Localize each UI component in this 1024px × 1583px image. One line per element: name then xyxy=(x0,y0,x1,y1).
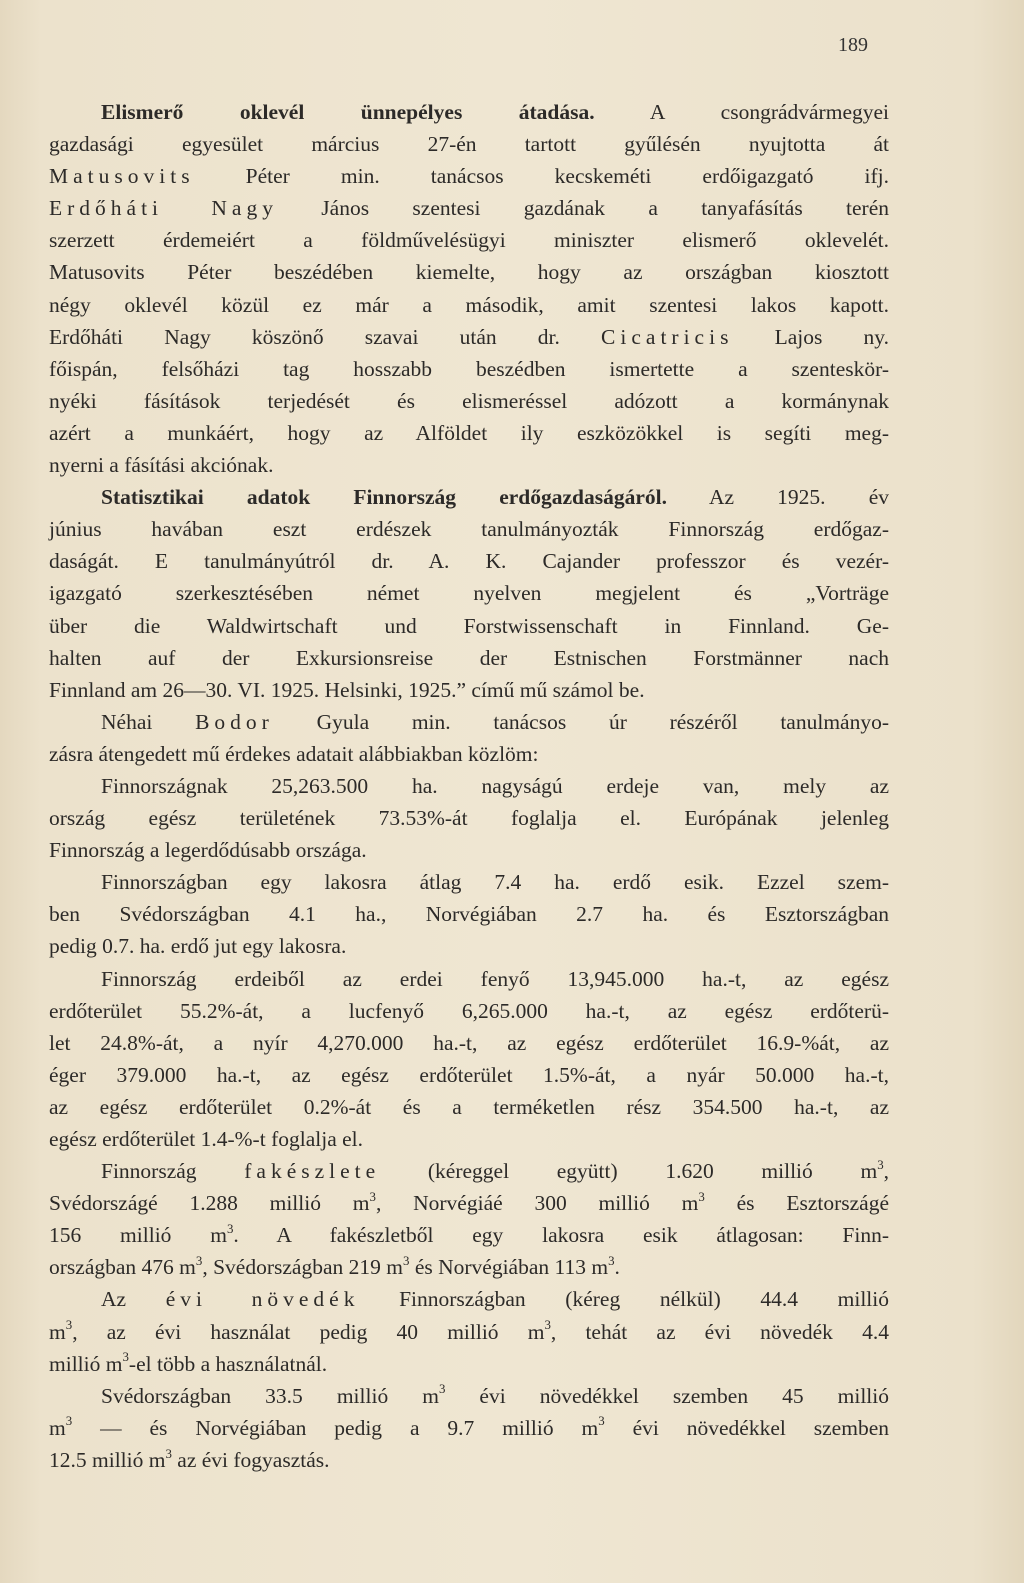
paragraph-6-line-6: egész erdőterület 1.4-%-t foglalja el. xyxy=(49,1127,363,1151)
paragraph-6-line-1: Finnország erdeiből az erdei fenyő 13,945.000 ha.-t, az egész xyxy=(101,966,889,991)
spaced-name-bodor: Bodor xyxy=(195,709,274,734)
paragraph-5-line-1: Finnországban egy lakosra átlag 7.4 ha. erdő esik. Ezzel szem- xyxy=(101,870,889,895)
paragraph-7-line-2: Svédországé 1.288 millió $m^3$, Norvégiáé 300 millió $m^3$ és Esztországé xyxy=(49,1189,889,1216)
paragraph-1-line-4: Erdőháti Nagy János szentesi gazdának a tanyafásítás terén xyxy=(49,196,889,221)
spaced-name-cicatricis: Cicatricis xyxy=(601,324,734,349)
paragraph-2-line-1: Statisztikai adatok Finnország erdőgazdaságáról. Az 1925. év xyxy=(101,485,889,510)
paragraph-1-line-7: négy oklevél közül ez már a második, amit szentesi lakos kapott. xyxy=(49,292,889,317)
paragraph-9-line-2: $m^3$ — és Norvégiában pedig a 9.7 millió $m^3$ évi növedékkel szemben xyxy=(49,1414,889,1440)
spaced-word-fakeszlete: fakészlete xyxy=(244,1159,381,1184)
paragraph-9-line-1: Svédországban 33.5 millió $m^3$ évi növedékkel szemben 45 millió xyxy=(101,1382,889,1408)
paragraph-3-line-1: Néhai Bodor Gyula min. tanácsos úr részéről tanulmányo- xyxy=(101,709,890,734)
paragraph-9-line-3: 12.5 millió $m^3$ az évi fogyasztás. xyxy=(49,1446,330,1472)
paragraph-2-line-7: Finnland am 26—30. VI. 1925. Helsinki, 1925.” című mű számol be. xyxy=(49,677,645,702)
paragraph-1-line-8: Erdőháti Nagy köszönő szavai után dr. Cicatricis Lajos ny. xyxy=(49,324,889,349)
spaced-name-matusovits: Matusovits xyxy=(49,164,195,189)
paragraph-6-line-2: erdőterület 55.2%-át, a lucfenyő 6,265.000 ha.-t, az egész erdőterü- xyxy=(49,998,889,1023)
paragraph-1-line-11: azért a munkáért, hogy az Alföldet ily eszközökkel is segíti meg- xyxy=(49,420,889,445)
paragraph-4-line-3: Finnország a legerdődúsabb országa. xyxy=(49,838,367,863)
paragraph-1-line-12: nyerni a fásítási akciónak. xyxy=(49,453,274,478)
paragraph-1-line-5: szerzett érdemeiért a földművelésügyi miniszter elismerő oklevelét. xyxy=(49,228,889,253)
paragraph-2-line-2: június havában eszt erdészek tanulmányozták Finnország erdőgaz- xyxy=(49,517,889,542)
paragraph-2-line-5: über die Waldwirtschaft und Forstwissenschaft in Finnland. Ge- xyxy=(49,613,889,638)
paragraph-1-line-9: főispán, felsőházi tag hosszabb beszédben ismertette a szenteskör- xyxy=(49,356,889,381)
heading-statisztikai: Statisztikai adatok Finnország erdőgazdaságáról. xyxy=(101,485,667,510)
paragraph-7-line-1: Finnország fakészlete (kéreggel együtt) 1.620 millió $m^3$, xyxy=(101,1157,890,1184)
spaced-name-erdohati-nagy: Erdőháti Nagy xyxy=(49,196,278,221)
page-number: 189 xyxy=(838,34,868,56)
paragraph-6-line-4: éger 379.000 ha.-t, az egész erdőterület 1.5%-át, a nyár 50.000 ha.-t, xyxy=(49,1062,889,1087)
paragraph-1-line-2: gazdasági egyesület március 27-én tartott gyűlésén nyujtotta át xyxy=(49,132,889,157)
paragraph-6-line-3: let 24.8%-át, a nyír 4,270.000 ha.-t, az egész erdőterület 16.9-%át, az xyxy=(49,1030,889,1055)
paragraph-5-line-2: ben Svédországban 4.1 ha., Norvégiában 2.7 ha. és Esztországban xyxy=(49,902,889,927)
paragraph-1-line-6: Matusovits Péter beszédében kiemelte, hogy az országban kiosztott xyxy=(49,260,889,285)
paragraph-2-line-4: igazgató szerkesztésében német nyelven megjelent és „Vorträge xyxy=(49,581,889,606)
spaced-word-evi-novedek: évi növedék xyxy=(165,1287,360,1312)
paragraph-1-line-10: nyéki fásítások terjedését és elismeréssel adózott a kormánynak xyxy=(49,388,889,413)
paragraph-4-line-1: Finnországnak 25,263.500 ha. nagyságú erdeje van, mely az xyxy=(101,773,889,798)
paragraph-3-line-2: zásra átengedett mű érdekes adatait alábbiakban közlöm: xyxy=(49,741,539,766)
paragraph-6-line-5: az egész erdőterület 0.2%-át és a terméketlen rész 354.500 ha.-t, az xyxy=(49,1094,889,1119)
paragraph-7-line-4: országban 476 $m^3$, Svédországban 219 $m^3$ és Norvégiában 113 $m^3$. xyxy=(49,1253,620,1280)
paragraph-5-line-3: pedig 0.7. ha. erdő jut egy lakosra. xyxy=(49,934,347,959)
paragraph-7-line-3: 156 millió $m^3$. A fakészletből egy lakosra esik átlagosan: Finn- xyxy=(49,1221,889,1248)
paragraph-1-line-1: Elismerő oklevél ünnepélyes átadása. A csongrádvármegyei xyxy=(101,100,889,124)
paragraph-2-line-6: halten auf der Exkursionsreise der Estnischen Forstmänner nach xyxy=(49,645,889,670)
paragraph-8-line-2: $m^3$, az évi használat pedig 40 millió $m^3$, tehát az évi növedék 4.4 xyxy=(49,1318,889,1344)
page-body xyxy=(49,96,889,1476)
paragraph-4-line-2: ország egész területének 73.53%-át foglalja el. Európának jelenleg xyxy=(49,806,889,831)
paragraph-8-line-1: Az évi növedék Finnországban (kéreg nélkül) 44.4 millió xyxy=(101,1287,890,1312)
paragraph-8-line-3: millió $m^3-el$ több a használatnál. xyxy=(49,1350,328,1376)
heading-elismero: Elismerő oklevél ünnepélyes átadása. xyxy=(101,100,595,124)
paragraph-1-line-3: Matusovits Péter min. tanácsos kecskeméti erdőigazgató ifj. xyxy=(49,164,889,189)
paragraph-2-line-3: daságát. E tanulmányútról dr. A. K. Cajander professzor és vezér- xyxy=(49,549,889,574)
